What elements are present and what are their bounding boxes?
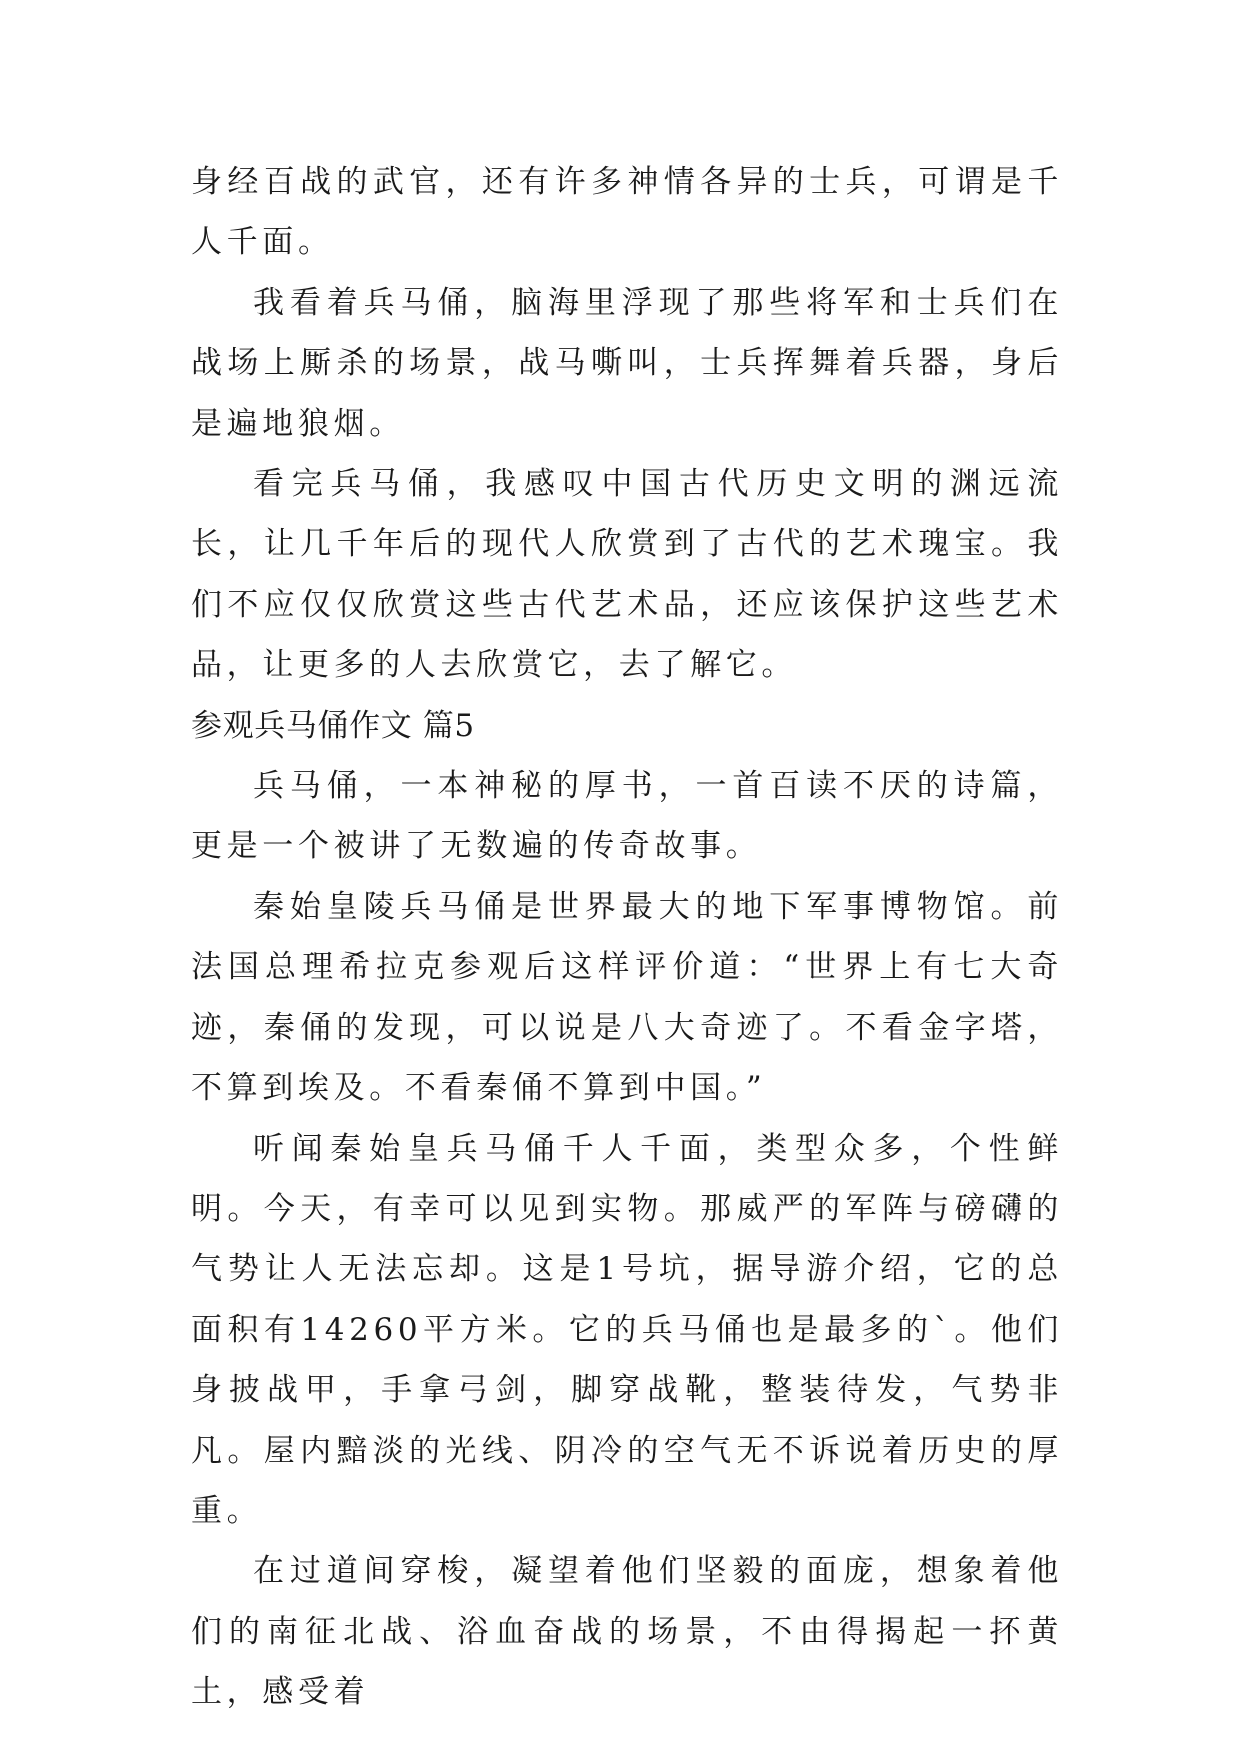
- paragraph: 看完兵马俑，我感叹中国古代历史文明的渊远流长，让几千年后的现代人欣赏到了古代的艺术瑰宝。我们不应仅仅欣赏这些古代艺术品，还应该保护这些艺术品，让更多的人去欣赏它，去了解它。: [191, 466, 1063, 684]
- document-body: [191, 152, 1063, 1723]
- paragraph: 在过道间穿梭，凝望着他们坚毅的面庞，想象着他们的南征北战、浴血奋战的场景，不由得揭起一抔黄土，感受着: [191, 1553, 1063, 1711]
- paragraph-continuation: 身经百战的武官，还有许多神情各异的士兵，可谓是千人千面。: [191, 164, 1063, 261]
- paragraph: 兵马俑，一本神秘的厚书，一首百读不厌的诗篇，更是一个被讲了无数遍的传奇故事。: [191, 768, 1063, 865]
- section-heading: 参观兵马俑作文 篇5: [191, 707, 475, 744]
- paragraph: 我看着兵马俑，脑海里浮现了那些将军和士兵们在战场上厮杀的场景，战马嘶叫，士兵挥舞着兵器，身后是遍地狼烟。: [191, 284, 1063, 442]
- paragraph: 听闻秦始皇兵马俑千人千面，类型众多，个性鲜明。今天，有幸可以见到实物。那威严的军阵与磅礴的气势让人无法忘却。这是1号坑，据导游介绍，它的总面积有14260平方米。它的兵马俑也是最多的`。他们身披战甲，手拿弓剑，脚穿战靴，整装待发，气势非凡。屋内黯淡的光线、阴冷的空气无不诉说着历史的厚重。: [191, 1130, 1063, 1529]
- paragraph: 秦始皇陵兵马俑是世界最大的地下军事博物馆。前法国总理希拉克参观后这样评价道：“世界上有七大奇迹，秦俑的发现，可以说是八大奇迹了。不看金字塔，不算到埃及。不看秦俑不算到中国。”: [191, 888, 1063, 1107]
